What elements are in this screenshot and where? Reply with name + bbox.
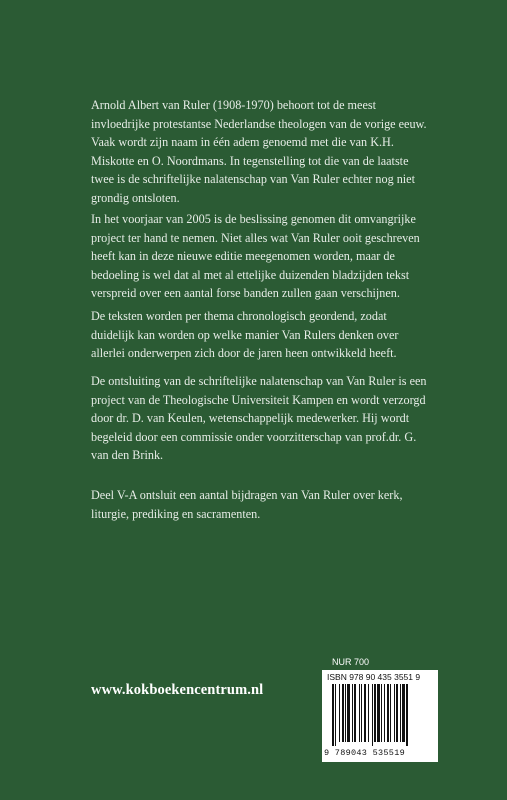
blurb-text: Arnold Albert van Ruler (1908-1970) behoort tot de meest invloedrijke protestantse Nederlandse theologen van de vorige eeuw. Vaak wordt zijn naam in één adem genoemd met die van K.H. Miskotte en O. Noordmans. In tegenstelling tot die van de laatste twee is de schriftelijke nalatenschap van Van Ruler echter nog niet grondig ontsloten. <box>91 98 427 205</box>
barcode-bar <box>390 684 391 742</box>
blurb-text: De ontsluiting van de schriftelijke nalatenschap van Van Ruler is een project van de Theologische Universiteit Kampen en wordt verzorgd door dr. D. van Keulen, wetenschappelijk medewerker. Hij wordt begeleid door een commissie onder voorzitterschap van prof.dr. G. van den Brink. <box>91 374 427 463</box>
barcode-bar <box>339 684 340 742</box>
barcode-bar <box>402 684 405 742</box>
barcode-bar <box>406 684 408 746</box>
barcode-bar <box>347 684 350 742</box>
blurb-text: De teksten worden per thema chronologisch geordend, zodat duidelijk kan worden op welke manier Van Rulers denken over allerlei onderwerpen zich door de jaren heen ontwikkeld heeft. <box>91 309 399 361</box>
nur-code: NUR 700 <box>332 657 370 667</box>
barcode-bar <box>394 684 395 742</box>
blurb-paragraph-3 <box>91 307 431 363</box>
barcode-bar <box>332 684 334 746</box>
blurb-paragraph-5 <box>91 486 431 523</box>
barcode-bar <box>374 684 376 742</box>
barcode-bar <box>372 684 373 746</box>
barcode-bar <box>335 684 336 746</box>
barcode-bar <box>364 684 366 742</box>
blurb-paragraph-1 <box>91 96 431 208</box>
barcode-bar <box>342 684 344 742</box>
blurb-text: Deel V-A ontsluit een aantal bijdragen van Van Ruler over kerk, liturgie, prediking en sacramenten. <box>91 488 403 521</box>
barcode-bar <box>384 684 385 742</box>
barcode-bar <box>381 684 382 742</box>
publisher-website: www.kokboekencentrum.nl <box>91 682 264 698</box>
barcode-bar <box>396 684 398 742</box>
barcode-bar <box>368 684 369 742</box>
barcode-bar <box>361 684 362 742</box>
barcode-bar <box>345 684 346 742</box>
barcode-bar <box>400 684 401 742</box>
barcode-bar <box>387 684 389 742</box>
barcode-bar <box>352 684 353 742</box>
blurb-paragraph-2 <box>91 210 431 303</box>
blurb-paragraph-4 <box>91 372 431 465</box>
blurb-text: In het voorjaar van 2005 is de beslissing genomen dit omvangrijke project ter hand te nemen. Niet alles wat Van Ruler ooit geschreven heeft kan in deze nieuwe editie meegenomen worden, maar de bedoeling is wel dat al met al ettelijke duizenden bladzijden tekst verspreid over een aantal forse banden zullen gaan verschijnen. <box>91 212 420 301</box>
barcode-bar <box>354 684 356 742</box>
barcode <box>322 670 438 762</box>
barcode-bar <box>359 684 360 742</box>
isbn-label: ISBN 978 90 435 3551 9 <box>327 672 421 682</box>
barcode-bar <box>377 684 380 742</box>
barcode-bars-icon <box>332 684 428 746</box>
ean-number: 9 789043 535519 <box>324 748 406 758</box>
